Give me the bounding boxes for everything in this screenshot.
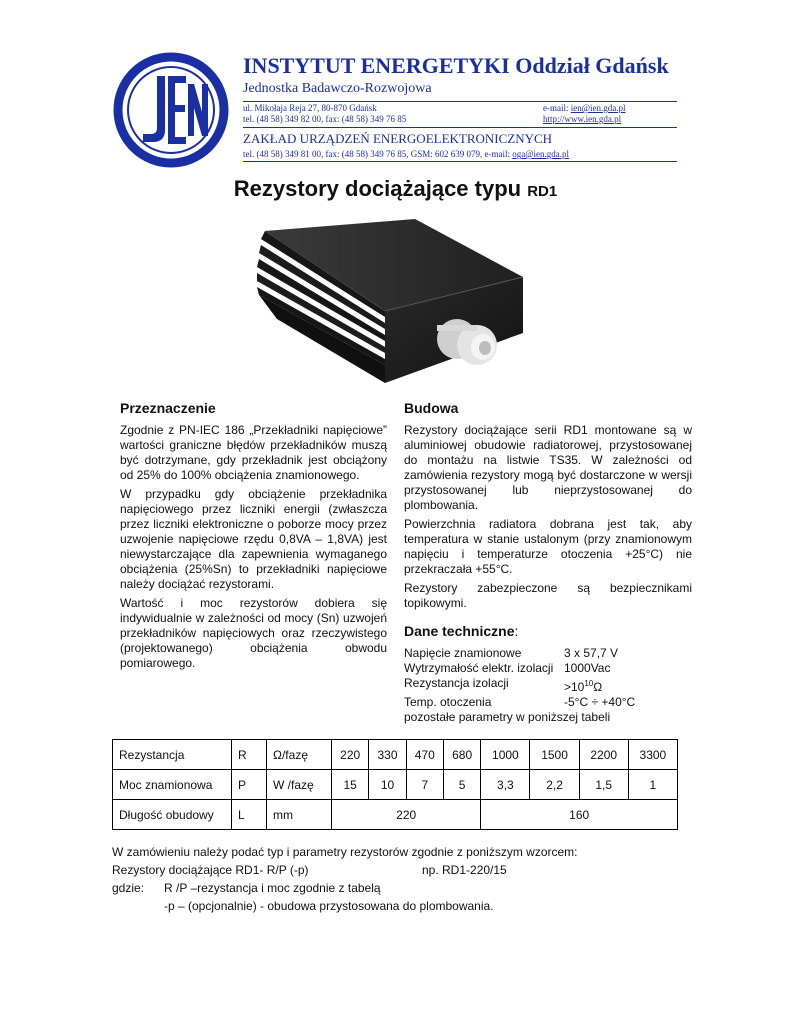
department-name: ZAKŁAD URZĄDZEŃ ENERGOELEKTRONICZNYCH: [243, 131, 553, 146]
table-cell: 330: [369, 740, 406, 770]
tech-row: [404, 676, 694, 695]
table-cell: 1: [628, 770, 677, 800]
section-budowa-body: [404, 423, 692, 615]
table-cell: 5: [443, 770, 480, 800]
order-legend-rp: R /P –rezystancja i moc zgodnie z tabelą: [164, 881, 381, 895]
paragraph: Powierzchnia radiatora dobrana jest tak, aby temperatura w stanie ustalonym (przy znamionowym napięciu i temperaturze otoczenia +25°C) nie przekraczała +55°C.: [404, 517, 692, 576]
tech-label: Napięcie znamionowe: [404, 646, 522, 660]
table-cell: Moc znamionowa: [113, 770, 232, 800]
section-heading-przeznaczenie: Przeznaczenie: [120, 400, 216, 416]
title-code: RD1: [527, 183, 558, 200]
section-przeznaczenie-body: [120, 423, 387, 675]
technical-data-list: [404, 646, 694, 725]
tech-value: 3 x 57,7 V: [564, 646, 619, 660]
resistor-housing-image: [255, 215, 530, 387]
table-cell: 1,5: [579, 770, 628, 800]
document-title: [0, 176, 791, 202]
table-cell: Ω/fazę: [267, 740, 332, 770]
table-cell: 3300: [628, 740, 677, 770]
paragraph: Zgodnie z PN-IEC 186 „Przekładniki napięciowe” wartości graniczne błędów przekładników muszą być dotrzymane, gdy przekładnik jest obciążony od 25% do 100% obciążenia znamionowego.: [120, 423, 387, 482]
institute-phone-fax: tel. (48 58) 349 82 00, fax: (48 58) 349 76 85: [243, 114, 407, 124]
order-example: np. RD1-220/15: [422, 863, 507, 877]
table-cell: 2,2: [530, 770, 579, 800]
institute-subtitle: Jednostka Badawczo-Rozwojowa: [243, 81, 432, 96]
institute-email-link[interactable]: ien@ien.gda.pl: [570, 103, 626, 113]
tech-value-post: Ω: [593, 680, 603, 694]
table-cell: 7: [406, 770, 443, 800]
table-cell: 1000: [481, 740, 530, 770]
table-cell: P: [232, 770, 267, 800]
institute-title: INSTYTUT ENERGETYKI Oddział Gdańsk: [243, 53, 669, 78]
header-divider-bottom: [243, 161, 677, 162]
table-cell: 2200: [579, 740, 628, 770]
tech-value: -5°C ÷ +40°C: [564, 695, 636, 709]
paragraph: Wartość i moc rezystorów dobiera się indywidualnie w zależności od mocy (Sn) uzwojeń przekładników napięciowych oraz rzeczywistego (projektowanego) obciążenia obwodu pomiarowego.: [120, 596, 387, 670]
table-cell: 10: [369, 770, 406, 800]
table-cell: L: [232, 800, 267, 830]
table-cell: 3,3: [481, 770, 530, 800]
institute-logo: [113, 52, 229, 168]
table-cell: 680: [443, 740, 480, 770]
section-heading-dane: [404, 623, 518, 639]
ien-logo-icon: [113, 52, 229, 168]
order-legend-p: -p – (opcjonalnie) - obudowa przystosowana do plombowania.: [164, 899, 494, 913]
tech-row: [404, 661, 694, 676]
table-cell: Długość obudowy: [113, 800, 232, 830]
tech-row: [404, 646, 694, 661]
product-photo: [255, 215, 530, 387]
tech-value: 1000Vac: [564, 661, 611, 675]
table-row: [113, 800, 678, 830]
table-cell: 220: [332, 800, 481, 830]
institute-website-line: [543, 113, 621, 125]
table-cell: 220: [332, 740, 369, 770]
department-email-link[interactable]: oga@ien.gda.pl: [512, 149, 570, 159]
institute-address: ul. Mikołaja Reja 27, 80-870 Gdańsk: [243, 103, 377, 113]
where-label: gdzie:: [112, 881, 145, 895]
tech-value-sup: 10: [584, 679, 594, 688]
institute-website-link[interactable]: http://www.ien.gda.pl: [543, 114, 622, 124]
tech-label: Wytrzymałość elektr. izolacji: [404, 661, 554, 675]
dane-heading-suffix: :: [514, 623, 519, 639]
table-cell: 470: [406, 740, 443, 770]
table-cell: 1500: [530, 740, 579, 770]
tech-label: Rezystancja izolacji: [404, 676, 509, 690]
department-contact-text: tel. (48 58) 349 81 00, fax: (48 58) 349 76 85, GSM: 602 639 079, e-mail:: [243, 149, 513, 159]
tech-note: pozostałe parametry w poniższej tabeli: [404, 710, 611, 724]
table-cell: mm: [267, 800, 332, 830]
table-cell: W /fazę: [267, 770, 332, 800]
table-cell: 160: [481, 800, 678, 830]
paragraph: Rezystory dociążające serii RD1 montowane są w aluminiowej obudowie radiatorowej, przystosowanej do montażu na listwie TS35. W zależności od zamówienia rezystory mogą być dostarczone w wersji przystosowanej lub nieprzystosowanej do plombowania.: [404, 423, 692, 512]
parameter-table: [112, 739, 678, 830]
paragraph: Rezystory zabezpieczone są bezpiecznikami topikowymi.: [404, 581, 692, 610]
section-heading-budowa: Budowa: [404, 400, 459, 416]
table-cell: Rezystancja: [113, 740, 232, 770]
header-divider-mid: [243, 127, 677, 128]
dane-heading-text: Dane techniczne: [404, 623, 515, 639]
table-cell: 15: [332, 770, 369, 800]
order-pattern: Rezystory dociążające RD1- R/P (-p): [112, 863, 309, 877]
table-row: [113, 740, 678, 770]
order-instruction: W zamówieniu należy podać typ i parametry rezystorów zgodnie z poniższym wzorcem:: [112, 845, 578, 859]
title-main: Rezystory dociążające typu: [233, 176, 528, 201]
paragraph: W przypadku gdy obciążenie przekładnika napięciowego przez liczniki energii (zwłaszcza przez liczniki elektroniczne o poborze mocy przez uzwojenie napięciowe rzędu 0,8VA – 1,8VA) jest niewystarczające dla zapewnienia wymaganego obciążenia (25%Sn) to przekładniki napięciowe należy dociążać rezystorami.: [120, 487, 387, 591]
tech-value: [564, 676, 602, 695]
department-contact: [243, 148, 569, 160]
table-row: [113, 770, 678, 800]
tech-value-pre: >10: [564, 680, 585, 694]
table-cell: R: [232, 740, 267, 770]
tech-row: [404, 695, 694, 710]
tech-label: Temp. otoczenia: [404, 695, 492, 709]
email-label: e-mail:: [543, 103, 571, 113]
